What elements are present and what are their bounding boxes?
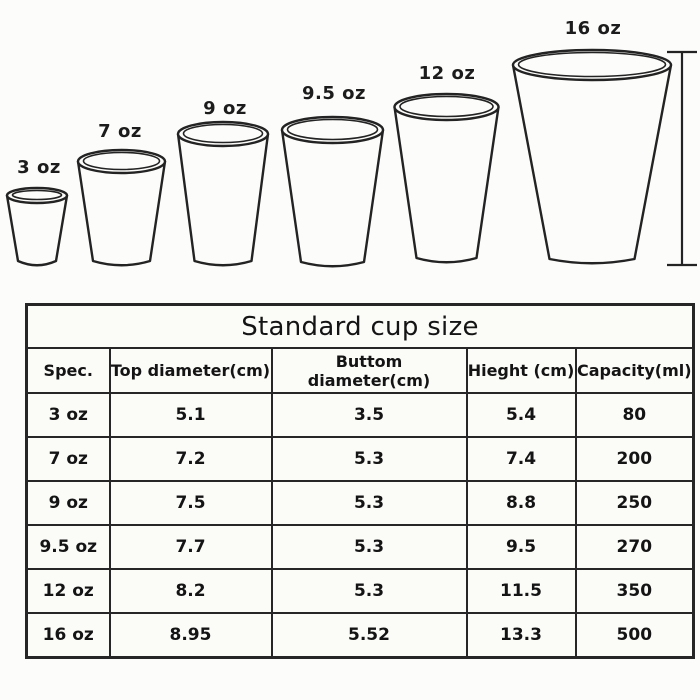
cup-label: 9 oz (203, 98, 247, 119)
cup-label: 16 oz (564, 18, 622, 39)
value-cell: 350 (576, 569, 694, 613)
table-row-3oz (27, 393, 694, 437)
cup-3oz (7, 157, 67, 265)
height-dimension-line (667, 52, 697, 265)
value-cell: 200 (576, 437, 694, 481)
value-cell: 7.2 (110, 437, 272, 481)
column-header-4: Capacity(ml) (576, 348, 694, 393)
value-cell: 80 (576, 393, 694, 437)
table-row-7oz (27, 437, 694, 481)
column-header-2: Buttom diameter(cm) (272, 348, 467, 393)
cup-rim-outer (513, 50, 671, 80)
cup-label: 12 oz (418, 63, 476, 84)
value-cell: 8.2 (110, 569, 272, 613)
spec-cell: 3 oz (27, 393, 110, 437)
value-cell: 500 (576, 613, 694, 658)
value-cell: 7.5 (110, 481, 272, 525)
table-row-16oz (27, 613, 694, 658)
value-cell: 5.3 (272, 437, 467, 481)
spec-cell: 9.5 oz (27, 525, 110, 569)
cup-body (78, 162, 165, 266)
spec-table (25, 303, 695, 659)
value-cell: 5.3 (272, 569, 467, 613)
value-cell: 5.1 (110, 393, 272, 437)
value-cell: 3.5 (272, 393, 467, 437)
value-cell: 7.7 (110, 525, 272, 569)
cup-label: 7 oz (98, 121, 142, 142)
cup-7oz (78, 121, 165, 265)
value-cell: 5.3 (272, 481, 467, 525)
cup-body (395, 107, 499, 262)
spec-cell: 7 oz (27, 437, 110, 481)
column-header-0: Spec. (27, 348, 110, 393)
table-row-95oz (27, 525, 694, 569)
cup-body (513, 65, 671, 263)
cup-label: 9.5 oz (302, 83, 366, 104)
cup-9oz (178, 98, 268, 265)
cup-95oz (282, 83, 383, 266)
table-title: Standard cup size (27, 305, 694, 349)
value-cell: 250 (576, 481, 694, 525)
cup-diagram (0, 0, 700, 298)
cup-12oz (395, 63, 499, 262)
column-header-1: Top diameter(cm) (110, 348, 272, 393)
cup-label: 3 oz (17, 157, 61, 178)
value-cell: 5.3 (272, 525, 467, 569)
cup-16oz (513, 18, 671, 263)
value-cell: 9.5 (467, 525, 576, 569)
cup-body (7, 196, 67, 266)
spec-cell: 16 oz (27, 613, 110, 658)
value-cell: 8.8 (467, 481, 576, 525)
value-cell: 8.95 (110, 613, 272, 658)
value-cell: 11.5 (467, 569, 576, 613)
spec-cell: 9 oz (27, 481, 110, 525)
cup-body (282, 130, 383, 266)
column-header-3: Hieght (cm) (467, 348, 576, 393)
table-row-12oz (27, 569, 694, 613)
value-cell: 7.4 (467, 437, 576, 481)
spec-cell: 12 oz (27, 569, 110, 613)
table-row-9oz (27, 481, 694, 525)
value-cell: 13.3 (467, 613, 576, 658)
value-cell: 5.52 (272, 613, 467, 658)
value-cell: 5.4 (467, 393, 576, 437)
value-cell: 270 (576, 525, 694, 569)
cup-body (178, 134, 268, 265)
